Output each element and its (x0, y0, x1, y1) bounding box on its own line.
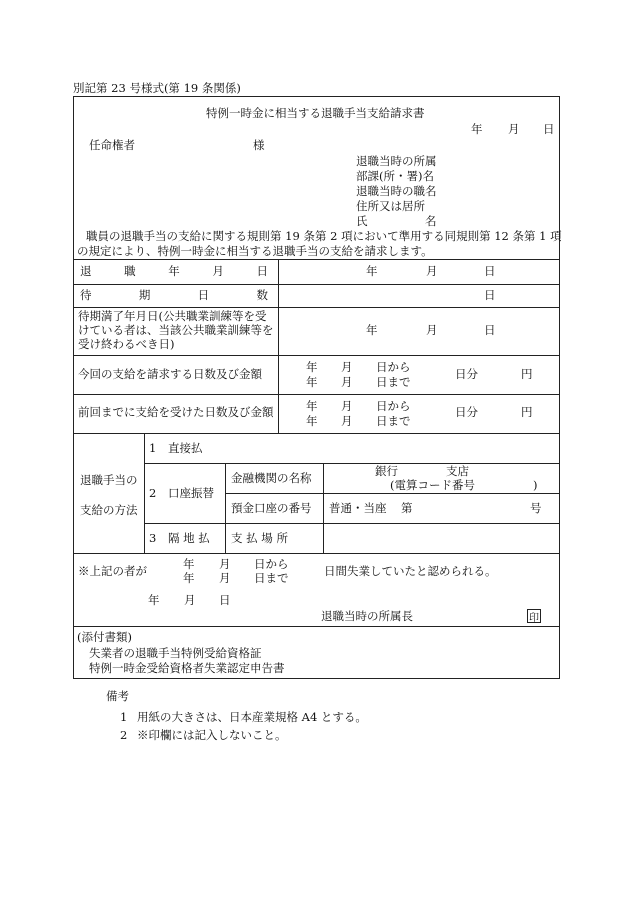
transfer-number: 2 (149, 486, 157, 500)
form-title: 特例一時金に相当する退職手当支給請求書 (206, 106, 425, 120)
attachment-item-2: 特例一時金受給資格者失業認定申告書 (89, 661, 285, 675)
label-char: 待 (80, 288, 92, 302)
note-2-number: 2 (120, 728, 128, 742)
waiting-end-day: 日 (484, 323, 496, 337)
cert-prefix: ※上記の者が (78, 564, 147, 578)
account-no-suffix: 号 (530, 501, 542, 515)
applicant-name-1: 氏 (356, 214, 368, 228)
request-text-line2: の規定により、特例一時金に相当する退職手当の支給を請求します。 (77, 244, 433, 258)
waiting-end-year: 年 (366, 323, 378, 337)
waiting-days-label (80, 290, 268, 302)
cert-date-day: 日 (219, 593, 231, 607)
addressee-label: 任命権者 (89, 138, 135, 152)
applicant-position: 退職当時の職名 (356, 184, 437, 198)
bank-label: 銀行 (375, 464, 398, 478)
label-char: 退 (80, 264, 92, 278)
this-claim-to-year: 年 (306, 375, 318, 389)
waiting-end-label-line3: 受け終わるべき日) (78, 337, 175, 351)
bank-name-label: 金融機関の名称 (231, 471, 312, 485)
cert-date-year: 年 (148, 593, 160, 607)
cert-to-month: 月 (219, 571, 231, 585)
remote-number: 3 (149, 531, 157, 545)
rule-direct-end (144, 463, 560, 464)
note-1-number: 1 (120, 710, 128, 724)
rule-bank-name-end (225, 493, 560, 494)
date-month: 月 (508, 122, 520, 136)
form-number: 別記第 23 号様式(第 19 条関係) (73, 81, 241, 95)
payment-label-line2: 支給の方法 (80, 503, 138, 517)
rule-payment-end (73, 553, 560, 554)
account-number-label: 預金口座の番号 (231, 501, 312, 515)
cert-date-month: 月 (184, 593, 196, 607)
cert-to: 日まで (254, 571, 289, 585)
bank-code-close: ) (533, 478, 538, 492)
label-char: 期 (138, 288, 151, 302)
label-char: 年 (168, 264, 180, 278)
request-text-line1: 職員の退職手当の支給に関する規則第 19 条第 2 項において準用する同規則第 12 条第 1 項 (86, 229, 562, 243)
rule-waitingend-end (73, 355, 560, 356)
attachment-item-1: 失業者の退職手当特例受給資格証 (89, 646, 262, 660)
previous-claim-yen: 円 (521, 405, 533, 419)
account-type: 普通・当座 (329, 501, 387, 515)
rule-retirement-end (73, 284, 560, 285)
remote-label: 隔 地 払 (168, 531, 210, 545)
col-field-divider (323, 463, 324, 553)
branch-label: 支店 (446, 464, 469, 478)
applicant-name-2: 名 (425, 214, 437, 228)
label-char: 日 (256, 264, 268, 278)
waiting-end-label-line2: けている者は、当該公共職業訓練等を (78, 323, 274, 337)
cert-from-year: 年 (183, 557, 195, 571)
applicant-affiliation: 退職当時の所属 (356, 154, 437, 168)
this-claim-from: 日から (376, 360, 411, 374)
this-claim-to-month: 月 (341, 375, 353, 389)
previous-claim-from-month: 月 (341, 399, 353, 413)
date-year: 年 (471, 122, 483, 136)
cert-from: 日から (254, 557, 289, 571)
label-char: 月 (212, 264, 224, 278)
payment-label-line1: 退職手当の (80, 473, 138, 487)
notes-title: 備考 (106, 689, 129, 703)
previous-claim-days: 日分 (455, 405, 478, 419)
transfer-label: 口座振替 (168, 486, 214, 500)
label-char: 日 (197, 288, 210, 302)
applicant-department: 部課(所・署)名 (356, 169, 434, 183)
previous-claim-from: 日から (376, 399, 411, 413)
this-claim-days: 日分 (455, 367, 478, 381)
payment-place-label: 支 払 場 所 (231, 531, 288, 545)
cert-from-month: 月 (219, 557, 231, 571)
direct-label: 直接払 (168, 441, 203, 455)
previous-claim-to: 日まで (376, 414, 411, 428)
rule-this-claim-end (73, 394, 560, 395)
previous-claim-label: 前回までに支給を受けた日数及び金額 (78, 405, 274, 419)
cert-chief: 退職当時の所属長 (321, 609, 413, 623)
this-claim-from-year: 年 (306, 360, 318, 374)
bank-code-label: (電算コード番号 (390, 478, 475, 492)
waiting-end-label-line1: 待期満了年月日(公共職業訓練等を受 (78, 309, 267, 323)
note-2-text: ※印欄には記入しないこと。 (137, 728, 287, 742)
this-claim-from-month: 月 (341, 360, 353, 374)
seal-stamp: 印 (527, 609, 541, 623)
label-char: 職 (124, 264, 136, 278)
rule-cert-end (73, 626, 560, 627)
this-claim-to: 日まで (376, 375, 411, 389)
account-no-prefix: 第 (401, 501, 413, 515)
date-day: 日 (543, 122, 555, 136)
retirement-month: 月 (426, 264, 438, 278)
retirement-day: 日 (484, 264, 496, 278)
note-1-text: 用紙の大きさは、日本産業規格 A4 とする。 (137, 710, 367, 724)
previous-claim-to-month: 月 (341, 414, 353, 428)
cert-to-year: 年 (183, 571, 195, 585)
previous-claim-from-year: 年 (306, 399, 318, 413)
this-claim-yen: 円 (521, 367, 533, 381)
attachments-title: (添付書類) (77, 630, 132, 644)
direct-number: 1 (149, 441, 157, 455)
waiting-end-month: 月 (426, 323, 438, 337)
retirement-year: 年 (366, 264, 378, 278)
cert-text: 日間失業していたと認められる。 (324, 564, 497, 578)
col-payment-label-divider (144, 433, 145, 553)
previous-claim-to-year: 年 (306, 414, 318, 428)
waiting-days-unit: 日 (484, 288, 496, 302)
this-claim-label: 今回の支給を請求する日数及び金額 (78, 367, 262, 381)
rule-transfer-end (144, 523, 560, 524)
rule-header-end (73, 259, 560, 260)
rule-previous-claim-end (73, 433, 560, 434)
col-label-divider (278, 259, 279, 433)
retirement-date-label (80, 266, 268, 278)
addressee-honorific: 様 (253, 138, 265, 152)
applicant-address: 住所又は居所 (356, 199, 425, 213)
label-char: 数 (256, 288, 268, 302)
rule-waiting-end (73, 307, 560, 308)
col-method-divider (225, 463, 226, 553)
